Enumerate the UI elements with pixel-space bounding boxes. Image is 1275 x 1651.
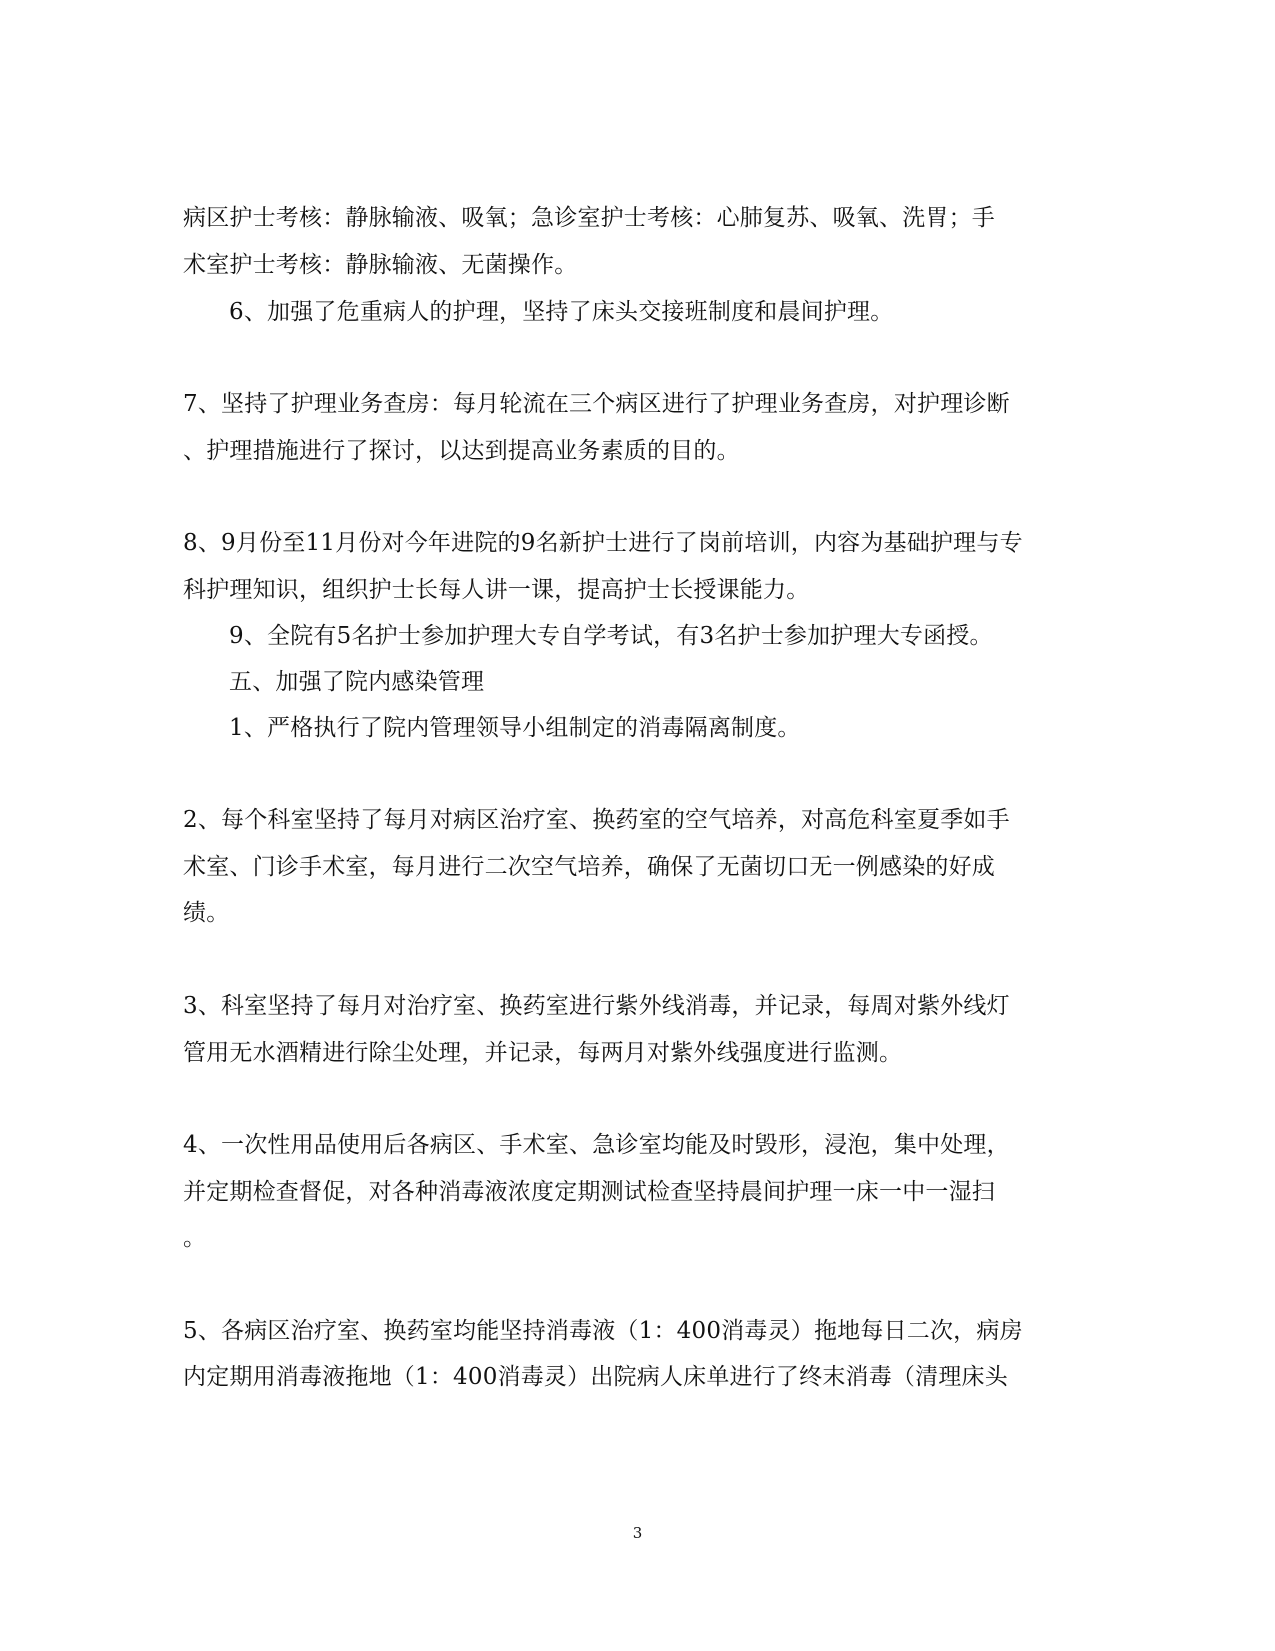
text-line: 科护理知识，组织护士长每人讲一课，提高护士长授课能力。 xyxy=(183,577,810,603)
text-line: 9、全院有5名护士参加护理大专自学考试，有3名护士参加护理大专函授。 xyxy=(229,623,993,649)
text-line: 6、加强了危重病人的护理，坚持了床头交接班制度和晨间护理。 xyxy=(229,299,894,325)
text-line: 8、9月份至11月份对今年进院的9名新护士进行了岗前培训，内容为基础护理与专 xyxy=(183,530,1023,556)
text-line: 内定期用消毒液拖地（1：400消毒灵）出院病人床单进行了终末消毒（清理床头 xyxy=(183,1364,1008,1390)
text-line: 5、各病区治疗室、换药室均能坚持消毒液（1：400消毒灵）拖地每日二次，病房 xyxy=(183,1318,1023,1344)
page-number: 3 xyxy=(632,1524,643,1542)
text-line: 1、严格执行了院内管理领导小组制定的消毒隔离制度。 xyxy=(229,715,801,741)
text-line: 术室、门诊手术室，每月进行二次空气培养，确保了无菌切口无一例感染的好成 xyxy=(183,854,995,880)
text-line: 术室护士考核：静脉输液、无菌操作。 xyxy=(183,252,578,278)
text-line: 2、每个科室坚持了每月对病区治疗室、换药室的空气培养，对高危科室夏季如手 xyxy=(183,807,1010,833)
text-line: 。 xyxy=(183,1225,207,1251)
text-line: 4、一次性用品使用后各病区、手术室、急诊室均能及时毁形，浸泡，集中处理， xyxy=(183,1132,1010,1158)
text-line: 绩。 xyxy=(183,900,230,926)
text-line: 管用无水酒精进行除尘处理，并记录，每两月对紫外线强度进行监测。 xyxy=(183,1040,903,1066)
text-line: 7、坚持了护理业务查房：每月轮流在三个病区进行了护理业务查房，对护理诊断 xyxy=(183,391,1010,417)
text-line: 3、科室坚持了每月对治疗室、换药室进行紫外线消毒，并记录，每周对紫外线灯 xyxy=(183,993,1010,1019)
text-line: 、护理措施进行了探讨，以达到提高业务素质的目的。 xyxy=(183,438,740,464)
text-line: 病区护士考核：静脉输液、吸氧；急诊室护士考核：心肺复苏、吸氧、洗胃；手 xyxy=(183,205,995,231)
section-heading: 五、加强了院内感染管理 xyxy=(229,669,485,695)
text-line: 并定期检查督促，对各种消毒液浓度定期测试检查坚持晨间护理一床一中一湿扫 xyxy=(183,1179,995,1205)
